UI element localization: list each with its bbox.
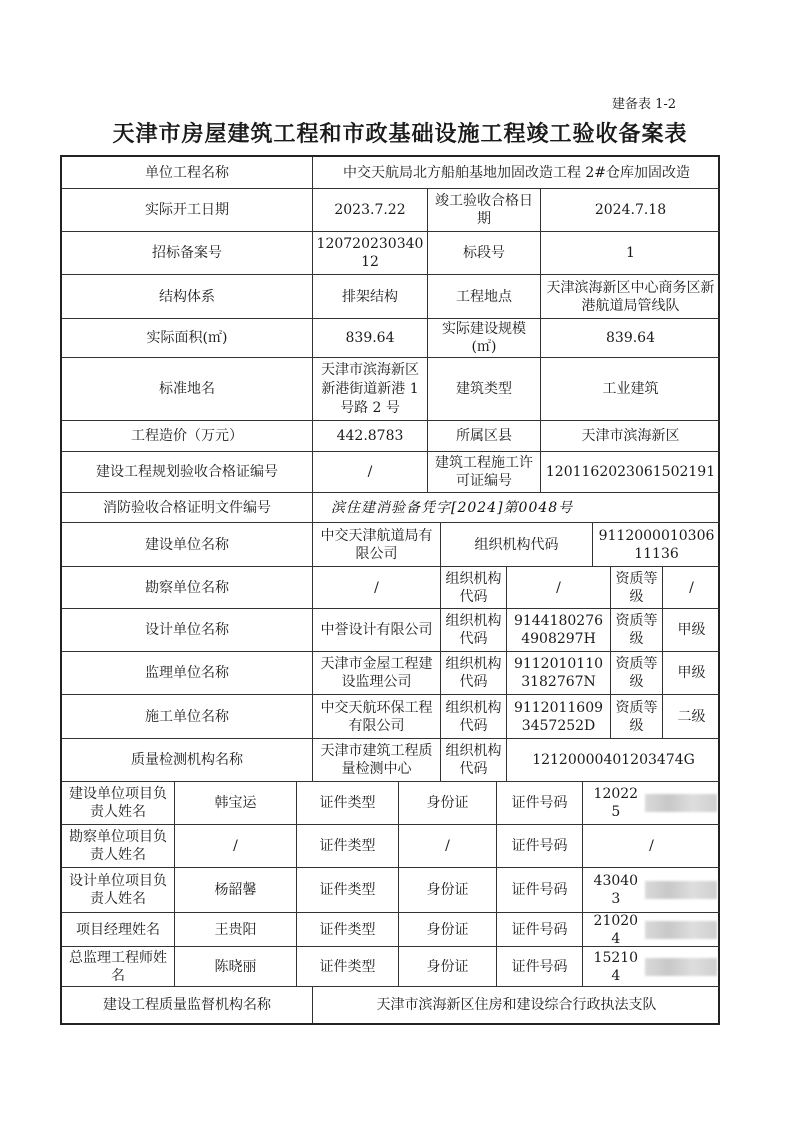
location-label: 工程地点 (428, 275, 541, 319)
design-org-code-value: 91441802764908297H (507, 609, 611, 652)
id-number-value: 210204 (583, 913, 720, 947)
id-number-value: 120225 (583, 782, 720, 825)
testing-value: 天津市建筑工程质量检测中心 (313, 739, 441, 782)
id-type-label: 证件类型 (297, 947, 399, 987)
document-title: 天津市房屋建筑工程和市政基础设施工程竣工验收备案表 (112, 122, 688, 147)
testing-org-code-value: 12120000401203474G (507, 739, 720, 782)
survey-qual-label: 资质等级 (611, 567, 663, 609)
person-role: 项目经理姓名 (62, 913, 175, 947)
design-label: 设计单位名称 (62, 609, 313, 652)
contractor-qual-value: 二级 (663, 695, 720, 739)
cost-label: 工程造价（万元） (62, 421, 313, 452)
id-type-value: 身份证 (399, 782, 497, 825)
testing-org-code-label: 组织机构代码 (441, 739, 507, 782)
start-date-label: 实际开工日期 (62, 189, 313, 232)
bid-number-label: 招标备案号 (62, 232, 313, 275)
redaction-blur (645, 881, 717, 899)
builder-label: 建设单位名称 (62, 523, 313, 567)
planning-cert-value: / (313, 452, 428, 493)
supervisor-qual-label: 资质等级 (611, 652, 663, 695)
structure-label: 结构体系 (62, 275, 313, 319)
planning-cert-label: 建设工程规划验收合格证编号 (62, 452, 313, 493)
id-number-label: 证件号码 (497, 868, 583, 913)
area-value: 839.64 (313, 319, 428, 358)
building-type-label: 建筑类型 (428, 358, 541, 421)
design-qual-value: 甲级 (663, 609, 720, 652)
supervisor-org-code-value: 91120101103182767N (507, 652, 611, 695)
id-number-value: / (583, 825, 720, 868)
id-type-label: 证件类型 (297, 868, 399, 913)
section-label: 标段号 (428, 232, 541, 275)
person-name: 韩宝运 (175, 782, 297, 825)
id-number-value: 430403 (583, 868, 720, 913)
contractor-org-code-label: 组织机构代码 (441, 695, 507, 739)
testing-label: 质量检测机构名称 (62, 739, 313, 782)
id-type-label: 证件类型 (297, 825, 399, 868)
project-name-value: 中交天航局北方船舶基地加固改造工程 2#仓库加固改造 (313, 157, 720, 189)
person-role: 建设单位项目负责人姓名 (62, 782, 175, 825)
address-value: 天津市滨海新区新港街道新港 1 号路 2 号 (313, 358, 428, 421)
design-qual-label: 资质等级 (611, 609, 663, 652)
id-type-value: 身份证 (399, 947, 497, 987)
contractor-org-code-value: 91120116093457252D (507, 695, 611, 739)
building-type-value: 工业建筑 (541, 358, 720, 421)
contractor-label: 施工单位名称 (62, 695, 313, 739)
cost-value: 442.8783 (313, 421, 428, 452)
address-label: 标准地名 (62, 358, 313, 421)
id-number-label: 证件号码 (497, 913, 583, 947)
person-role: 勘察单位项目负责人姓名 (62, 825, 175, 868)
district-label: 所属区县 (428, 421, 541, 452)
id-type-value: 身份证 (399, 868, 497, 913)
contractor-qual-label: 资质等级 (611, 695, 663, 739)
person-name: 杨韶馨 (175, 868, 297, 913)
survey-org-code-label: 组织机构代码 (441, 567, 507, 609)
id-number-label: 证件号码 (497, 947, 583, 987)
project-name-label: 单位工程名称 (62, 157, 313, 189)
id-type-label: 证件类型 (297, 913, 399, 947)
redaction-blur (645, 958, 717, 976)
fire-cert-label: 消防验收合格证明文件编号 (62, 493, 313, 523)
survey-value: / (313, 567, 441, 609)
form-number: 建备表 1-2 (612, 97, 677, 112)
start-date-value: 2023.7.22 (313, 189, 428, 232)
scale-value: 839.64 (541, 319, 720, 358)
survey-label: 勘察单位名称 (62, 567, 313, 609)
builder-org-code-value: 911200001030611136 (593, 523, 720, 567)
supervisor-value: 天津市金屋工程建设监理公司 (313, 652, 441, 695)
supervision-org-value: 天津市滨海新区住房和建设综合行政执法支队 (376, 997, 657, 1013)
builder-org-code-label: 组织机构代码 (441, 523, 593, 567)
id-number-label: 证件号码 (497, 782, 583, 825)
person-name: / (175, 825, 297, 868)
id-type-value: 身份证 (399, 913, 497, 947)
survey-qual-value: / (663, 567, 720, 609)
design-value: 中誉设计有限公司 (313, 609, 441, 652)
section-value: 1 (541, 232, 720, 275)
fire-cert-handwritten-value: 滨住建消验备凭字[2024]第0048号 (313, 493, 720, 523)
contractor-value: 中交天航环保工程有限公司 (313, 695, 441, 739)
district-value: 天津市滨海新区 (541, 421, 720, 452)
redaction-blur (645, 794, 717, 812)
supervisor-qual-value: 甲级 (663, 652, 720, 695)
area-label: 实际面积(㎡) (62, 319, 313, 358)
supervisor-org-code-label: 组织机构代码 (441, 652, 507, 695)
accept-date-value: 2024.7.18 (541, 189, 720, 232)
id-type-label: 证件类型 (297, 782, 399, 825)
person-role: 总监理工程师姓名 (62, 947, 175, 987)
person-name: 陈晓丽 (175, 947, 297, 987)
permit-label: 建筑工程施工许可证编号 (428, 452, 541, 493)
person-role: 设计单位项目负责人姓名 (62, 868, 175, 913)
person-name: 王贵阳 (175, 913, 297, 947)
scale-label: 实际建设规模(㎡) (428, 319, 541, 358)
supervision-org-label: 建设工程质量监督机构名称 (62, 987, 313, 1023)
id-type-value: / (399, 825, 497, 868)
bid-number-value: 12072023034012 (313, 232, 428, 275)
redaction-blur (645, 921, 717, 939)
survey-org-code-value: / (507, 567, 611, 609)
filing-form-table (60, 155, 720, 1025)
structure-value: 排架结构 (313, 275, 428, 319)
id-number-value: 152104 (583, 947, 720, 987)
builder-value: 中交天津航道局有限公司 (313, 523, 441, 567)
design-org-code-label: 组织机构代码 (441, 609, 507, 652)
id-number-label: 证件号码 (497, 825, 583, 868)
supervisor-label: 监理单位名称 (62, 652, 313, 695)
accept-date-label: 竣工验收合格日期 (428, 189, 541, 232)
permit-value: 1201162023061502191 (541, 452, 720, 493)
location-value: 天津滨海新区中心商务区新港航道局管线队 (541, 275, 720, 319)
